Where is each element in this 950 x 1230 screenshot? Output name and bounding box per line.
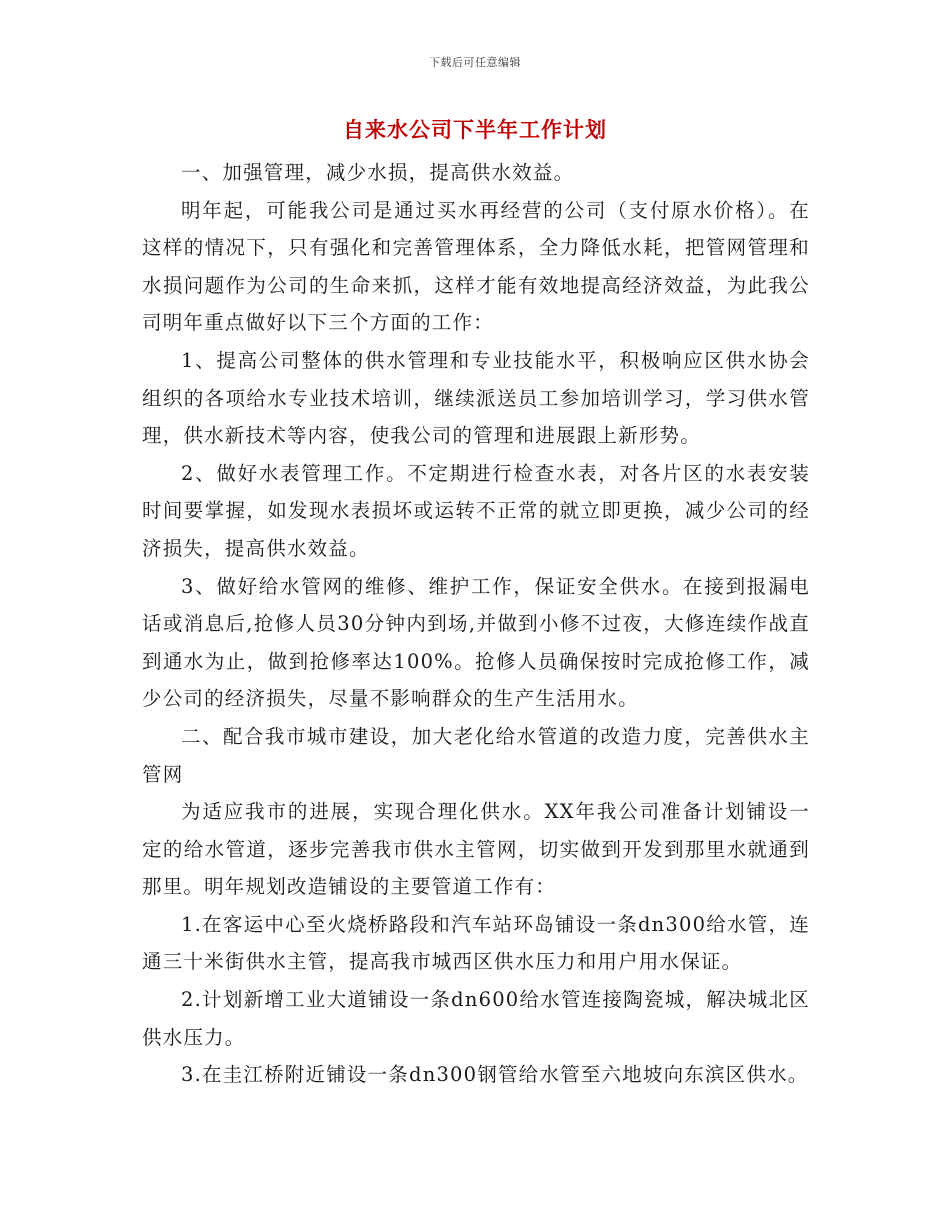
pipe-item-1: 1.在客运中心至火烧桥路段和汽车站环岛铺设一条dn300给水管，连通三十米街供水主管，提高我市城西区供水压力和用户用水保证。 (142, 912, 810, 974)
paragraph-intro: 明年起，可能我公司是通过买水再经营的公司（支付原水价格）。在这样的情况下，只有强化和完善管理体系，全力降低水耗，把管网管理和水损问题作为公司的生命来抓，这样才能有效地提高经济效益，为此我公司明年重点做好以下三个方面的工作： (142, 198, 810, 335)
header-note: 下载后可任意编辑 (429, 56, 521, 69)
list-item-1: 1、提高公司整体的供水管理和专业技能水平，积极响应区供水协会组织的各项给水专业技术培训，继续派送员工参加培训学习，学习供水管理，供水新技术等内容，使我公司的管理和进展跟上新形势。 (142, 348, 810, 448)
pipe-item-3: 3.在圭江桥附近铺设一条dn300钢管给水管至六地坡向东滨区供水。 (181, 1063, 809, 1087)
document-body (142, 154, 810, 1094)
paragraph-plan: 为适应我市的进展，实现合理化供水。XX年我公司准备计划铺设一定的给水管道，逐步完善我市供水主管网，切实做到开发到那里水就通到那里。明年规划改造铺设的主要管道工作有： (142, 800, 810, 899)
list-item-2: 2、做好水表管理工作。不定期进行检查水表，对各片区的水表安装时间要掌握，如发现水表损坏或运转不正常的就立即更换，减少公司的经济损失，提高供水效益。 (142, 461, 810, 560)
list-item-3: 3、做好给水管网的维修、维护工作，保证安全供水。在接到报漏电话或消息后,抢修人员30分钟内到场,并做到小修不过夜，大修连续作战直到通水为止，做到抢修率达100%。抢修人员确保按时完成抢修工作，减少公司的经济损失，尽量不影响群众的生产生活用水。 (142, 574, 810, 711)
document-title: 自来水公司下半年工作计划 (343, 117, 607, 142)
pipe-item-2: 2.计划新增工业大道铺设一条dn600给水管连接陶瓷城，解决城北区供水压力。 (142, 988, 810, 1049)
section-heading-1: 一、加强管理，减少水损，提高供水效益。 (181, 161, 575, 184)
section-heading-2: 二、配合我市城市建设，加大老化给水管道的改造力度，完善供水主管网 (142, 724, 810, 786)
